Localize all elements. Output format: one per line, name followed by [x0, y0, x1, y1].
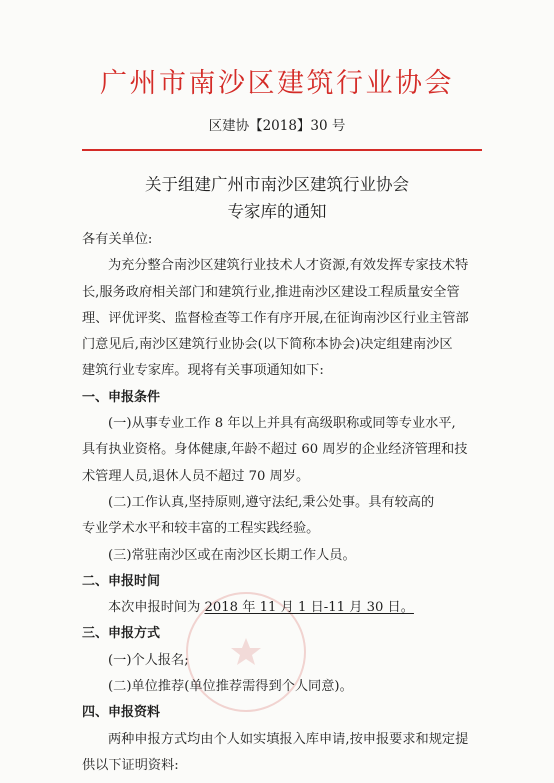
intro-line: 为充分整合南沙区建筑行业技术人才资源,有效发挥专家技术特 [108, 258, 469, 274]
application-period-dates: 2018 年 11 月 1 日-11 月 30 日。 [204, 600, 414, 616]
salutation: 各有关单位: [82, 232, 153, 247]
document-number: 区建协【2018】30 号 [208, 118, 346, 134]
materials-line: 供以下证明资料: [82, 757, 179, 773]
materials-line: 两种申报方式均由个人如实填报入库申请,按申报要求和规定提 [108, 731, 469, 747]
condition-2-line: 专业学术水平和较丰富的工程实践经验。 [82, 521, 320, 537]
section-heading-time: 二、申报时间 [82, 573, 161, 589]
condition-1-line: 具有执业资格。身体健康,年龄不超过 60 周岁的企业经济管理和技 [82, 442, 468, 458]
condition-1-line: 术管理人员,退休人员不超过 70 周岁。 [82, 468, 310, 484]
section-heading-materials: 四、申报资料 [82, 705, 161, 721]
intro-line: 理、评优评奖、监督检查等工作有序开展,在征询南沙区行业主管部 [82, 310, 469, 326]
notice-title-line-1: 关于组建广州市南沙区建筑行业协会 [145, 175, 409, 194]
application-period-prefix: 本次申报时间为 [108, 600, 205, 616]
section-heading-conditions: 一、申报条件 [82, 389, 161, 405]
condition-1-line: (一)从事专业工作 8 年以上并具有高级职称或同等专业水平, [108, 416, 456, 432]
org-title: 广州市南沙区建筑行业协会 [100, 68, 454, 99]
notice-title-line-2: 专家库的通知 [227, 202, 327, 221]
section-heading-method: 三、申报方式 [82, 626, 161, 642]
intro-line: 建筑行业专家库。现将有关事项通知如下: [82, 363, 324, 379]
method-individual: (一)个人报名; [108, 652, 189, 668]
condition-3-line: (三)常驻南沙区或在南沙区长期工作人员。 [108, 547, 356, 563]
notice-body [82, 227, 486, 779]
condition-2-line: (二)工作认真,坚持原则,遵守法纪,秉公处事。具有较高的 [108, 494, 435, 510]
intro-line: 长,服务政府相关部门和建筑行业,推进南沙区建设工程质量安全管 [82, 284, 460, 300]
method-employer: (二)单位推荐(单位推荐需得到个人同意)。 [108, 679, 353, 695]
intro-line: 门意见后,南沙区建筑行业协会(以下简称本协会)决定组建南沙区 [82, 337, 453, 353]
application-period-line [82, 595, 486, 621]
red-divider-line [82, 149, 482, 151]
